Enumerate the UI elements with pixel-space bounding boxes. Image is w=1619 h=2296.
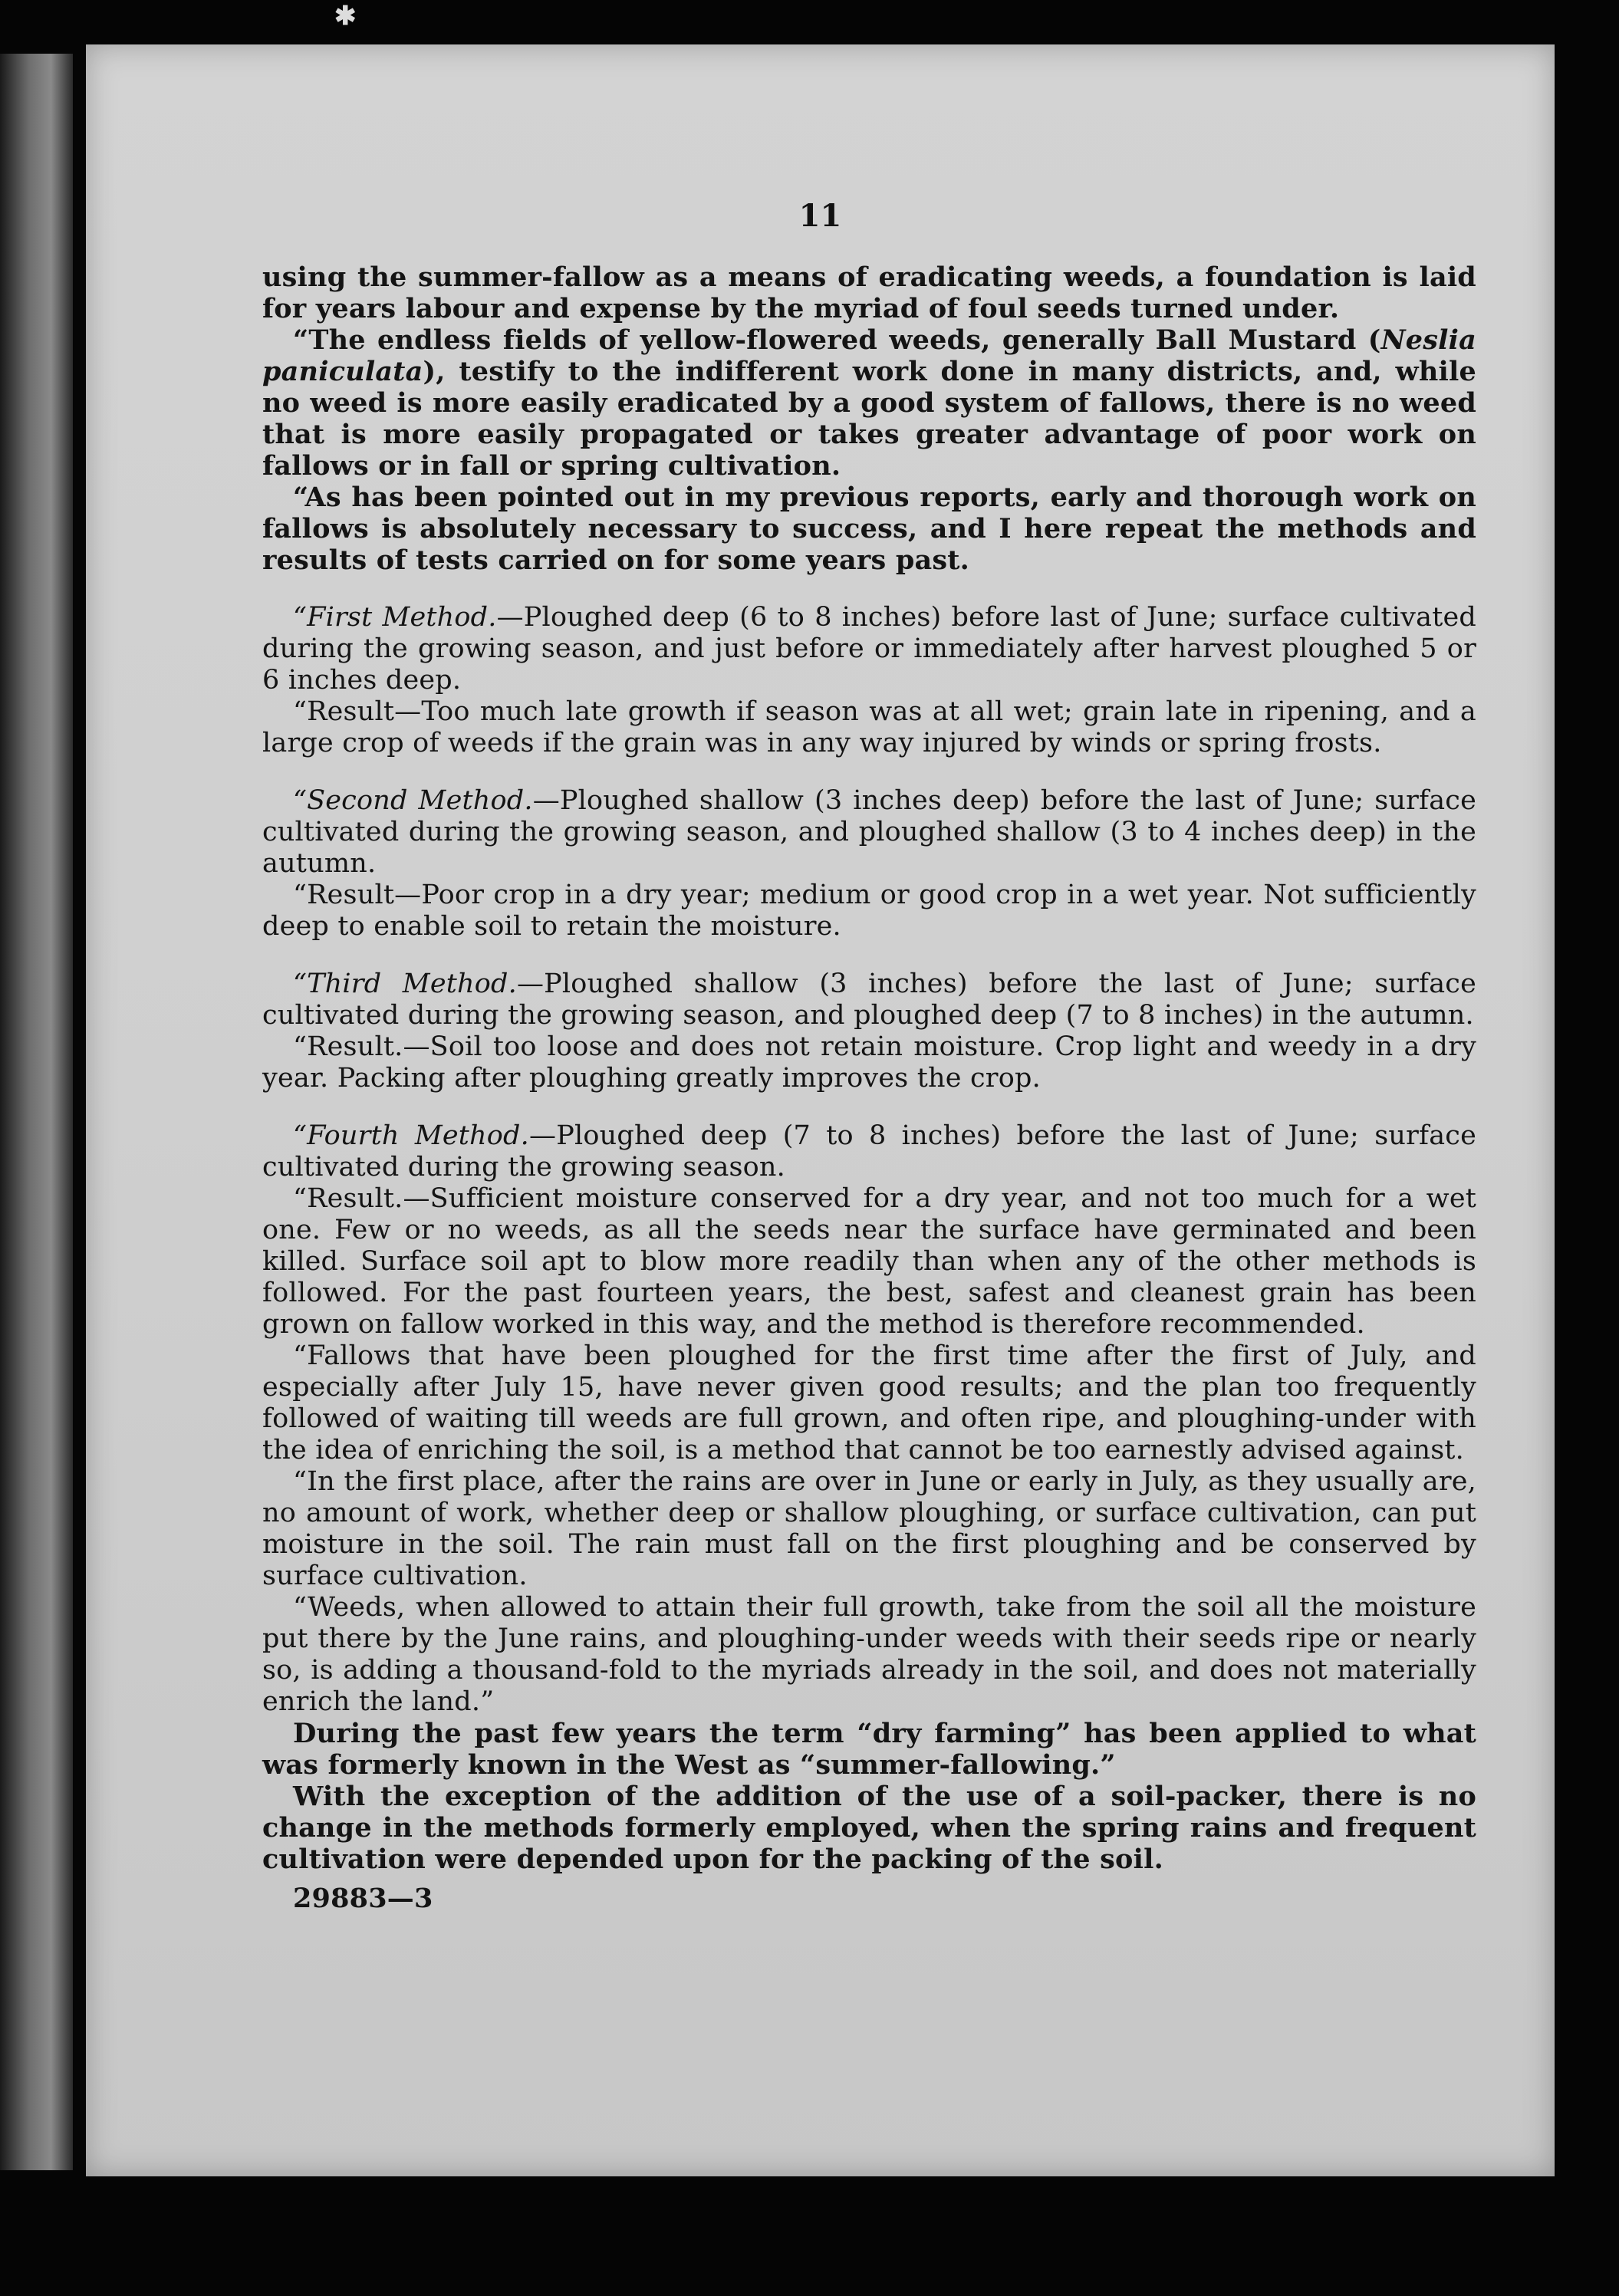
paragraph-previous-reports: “As has been pointed out in my previous reports, early and thorough work on fallows is absolutely necessary to success, and I here repeat the methods and results of tests carried on for some years past.: [262, 482, 1476, 576]
paragraph-first-place: “In the first place, after the rains are over in June or early in July, as they usually are, no amount of work, whether deep or shallow ploughing, or surface cultivation, can put moisture in the soil. The rain must fall on the first ploughing and be conserved by surface cultivation.: [262, 1466, 1476, 1591]
first-method-result: “Result—Too much late growth if season was at all wet; grain late in ripening, and a large crop of weeds if the grain was in any way injured by winds or spring frosts.: [262, 696, 1476, 758]
second-method-result: “Result—Poor crop in a dry year; medium or good crop in a wet year. Not sufficiently deep to enable soil to retain the moisture.: [262, 880, 1476, 942]
paragraph-soil-packer: With the exception of the addition of the use of a soil-packer, there is no change in the methods formerly employed, when the spring rains and frequent cultivation were depended upon for the packing of the soil.: [262, 1781, 1476, 1875]
paragraph-continuation: using the summer-fallow as a means of eradicating weeds, a foundation is laid for years labour and expense by the myriad of foul seeds turned under.: [262, 262, 1476, 324]
first-method: [262, 602, 1476, 696]
page-number: 11: [798, 198, 842, 234]
second-method-text: —Ploughed shallow (3 inches deep) before the last of June; surface cultivated during the growing season, and ploughed shallow (3 to 4 inches deep) in the autumn.: [262, 785, 1476, 879]
scan-artifact-mark: ✱: [334, 1, 357, 31]
third-method-text: —Ploughed shallow (3 inches) before the last of June; surface cultivated during the growing season, and ploughed deep (7 to 8 inches) in the autumn.: [262, 969, 1476, 1031]
fourth-method: [262, 1120, 1476, 1183]
first-method-heading: “First Method.: [293, 602, 497, 633]
paragraph-mustard: [262, 324, 1476, 482]
paragraph-late-fallows: “Fallows that have been ploughed for the first time after the first of July, and especially after July 15, have never given good results; and the plan too frequently followed of waiting till weeds are full grown, and often ripe, and ploughing-under with the idea of enriching the soil, is a method that cannot be too earnestly advised against.: [262, 1340, 1476, 1465]
document-page: [86, 44, 1555, 2176]
second-method: [262, 785, 1476, 880]
third-method-result: “Result.—Soil too loose and does not retain moisture. Crop light and weedy in a dry year. Packing after ploughing greatly improves the crop.: [262, 1031, 1476, 1094]
printer-signature: 29883—3: [293, 1883, 433, 1914]
third-method: [262, 969, 1476, 1031]
first-method-text: —Ploughed deep (6 to 8 inches) before last of June; surface cultivated during the growing season, and just before or immediately after harvest ploughed 5 or 6 inches deep.: [262, 602, 1476, 696]
paragraph-dry-farming: During the past few years the term “dry farming” has been applied to what was formerly known in the West as “summer-fallowing.”: [262, 1718, 1476, 1781]
fourth-method-heading: “Fourth Method.: [293, 1120, 529, 1151]
fourth-method-result: “Result.—Sufficient moisture conserved for a dry year, and not too much for a wet one. Few or no weeds, as all the seeds near the surface have germinated and been killed. Surface soil apt to blow more readily than when any of the other methods is followed. For the past fourteen years, the best, safest and cleanest grain has been grown on fallow worked in this way, and the method is therefore recommended.: [262, 1183, 1476, 1340]
latin-species-name: Neslia paniculata: [262, 324, 1476, 387]
fourth-method-text: —Ploughed deep (7 to 8 inches) before the last of June; surface cultivated during the growing season.: [262, 1120, 1476, 1183]
third-method-heading: “Third Method.: [293, 969, 517, 999]
paragraph-weeds-moisture: “Weeds, when allowed to attain their full growth, take from the soil all the moisture put there by the June rains, and ploughing-under weeds with their seeds ripe or nearly so, is adding a thousand-fold to the myriads already in the soil, and does not materially enrich the land.”: [262, 1592, 1476, 1717]
paragraph-mustard-text-before: “The endless fields of yellow-flowered weeds, generally Ball Mustard (: [293, 324, 1381, 356]
adjacent-page-edge: [0, 54, 73, 2170]
body-text: [262, 262, 1476, 1914]
paragraph-mustard-text-after: ), testify to the indifferent work done in many districts, and, while no weed is more easily eradicated by a good system of fallows, there is no weed that is more easily propagated or takes greater advantage of poor work on fallows or in fall or spring cultivation.: [262, 356, 1476, 482]
second-method-heading: “Second Method.: [293, 785, 533, 816]
